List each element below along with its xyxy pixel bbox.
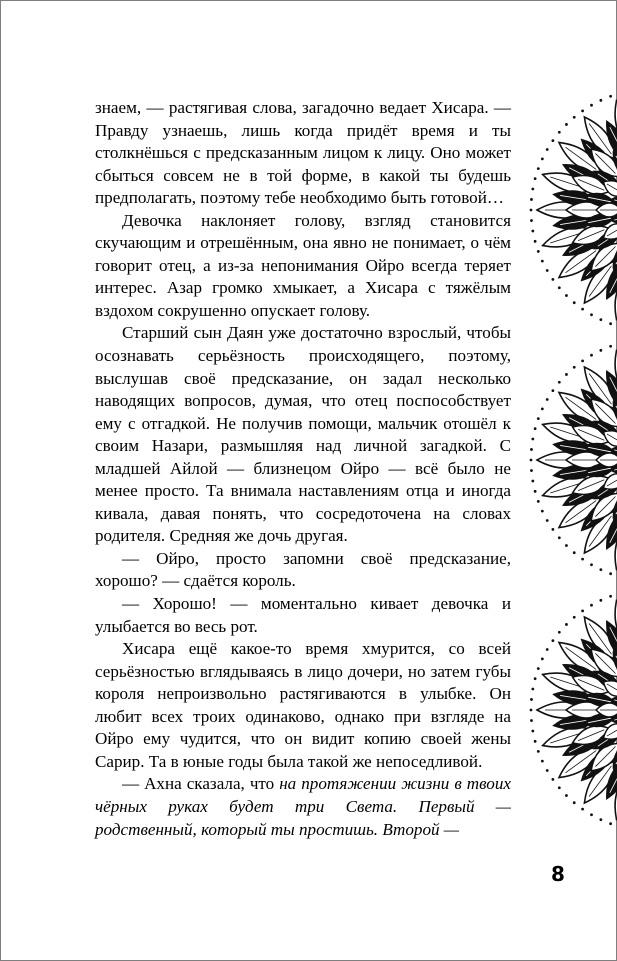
text-segment: знаем, — растягивая слова, загадочно ведает Хисара. — Правду узнаешь, лишь когда придёт время и ты столкнёшься с предсказанным лицом к лицу. Оно может сбыться совсем не в той форме, в какой ты будешь предполагать, поэтому тебе необходимо быть готовой… [95,98,511,208]
mandala-ornament-icon [527,585,617,835]
text-segment: — Ойро, просто запомни своё предсказание, хорошо? — сдаётся король. [95,548,511,591]
mandala-ornament-icon [527,335,617,585]
paragraph [95,210,511,323]
paragraph [95,548,511,593]
mandala-ornament-icon [527,85,617,335]
text-segment: Хисара ещё какое-то время хмурится, со всей серьёзностью вглядываясь в лицо дочери, но затем губы короля непроизвольно растягиваются в улыбке. Он любит всех троих одинаково, однако при взгляде на Ойро ему чудится, что он видит копию своей жены Сарир. Та в юные годы была такой же непоседливой. [95,639,511,771]
paragraph [95,773,511,841]
text-segment: — Хорошо! — моментально кивает девочка и улыбается во весь рот. [95,594,511,636]
paragraph [95,638,511,773]
text-segment: Старший сын Даян уже достаточно взрослый, чтобы осознавать серьёзность происходящего, поэтому, выслушав своё предсказание, он задал несколько наводящих вопросов, думая, что отец поспособствует ему с отгадкой. Не получив помощи, мальчик отошёл к своим Назари, размышляя над личной загадкой. С младшей Айлой — близнецом Ойро — всё было не менее просто. Та внимала наставлениям отца и иногда кивала, давая понять, что сосредоточена на словах родителя. Средняя же дочь другая. [95,323,511,546]
italic-text: на протяжении жизни в твоих чёрных руках будет три Света. Первый — родственный, который ты простишь. Второй — [95,774,511,839]
text-segment: Девочка наклоняет голову, взгляд становится скучающим и отрешённым, она явно не понимает, о чём говорит отец, а из-за непонимания Ойро всегда теряет интерес. Азар громко хмыкает, а Хисара с тяжёлым вздохом сокрушенно опускает голову. [95,210,511,320]
body-text [95,97,511,841]
paragraph [95,322,511,547]
paragraph [95,97,511,210]
text-segment: — Ахна сказала, что [122,774,280,794]
page-number: 8 [551,862,565,886]
paragraph [95,593,511,638]
